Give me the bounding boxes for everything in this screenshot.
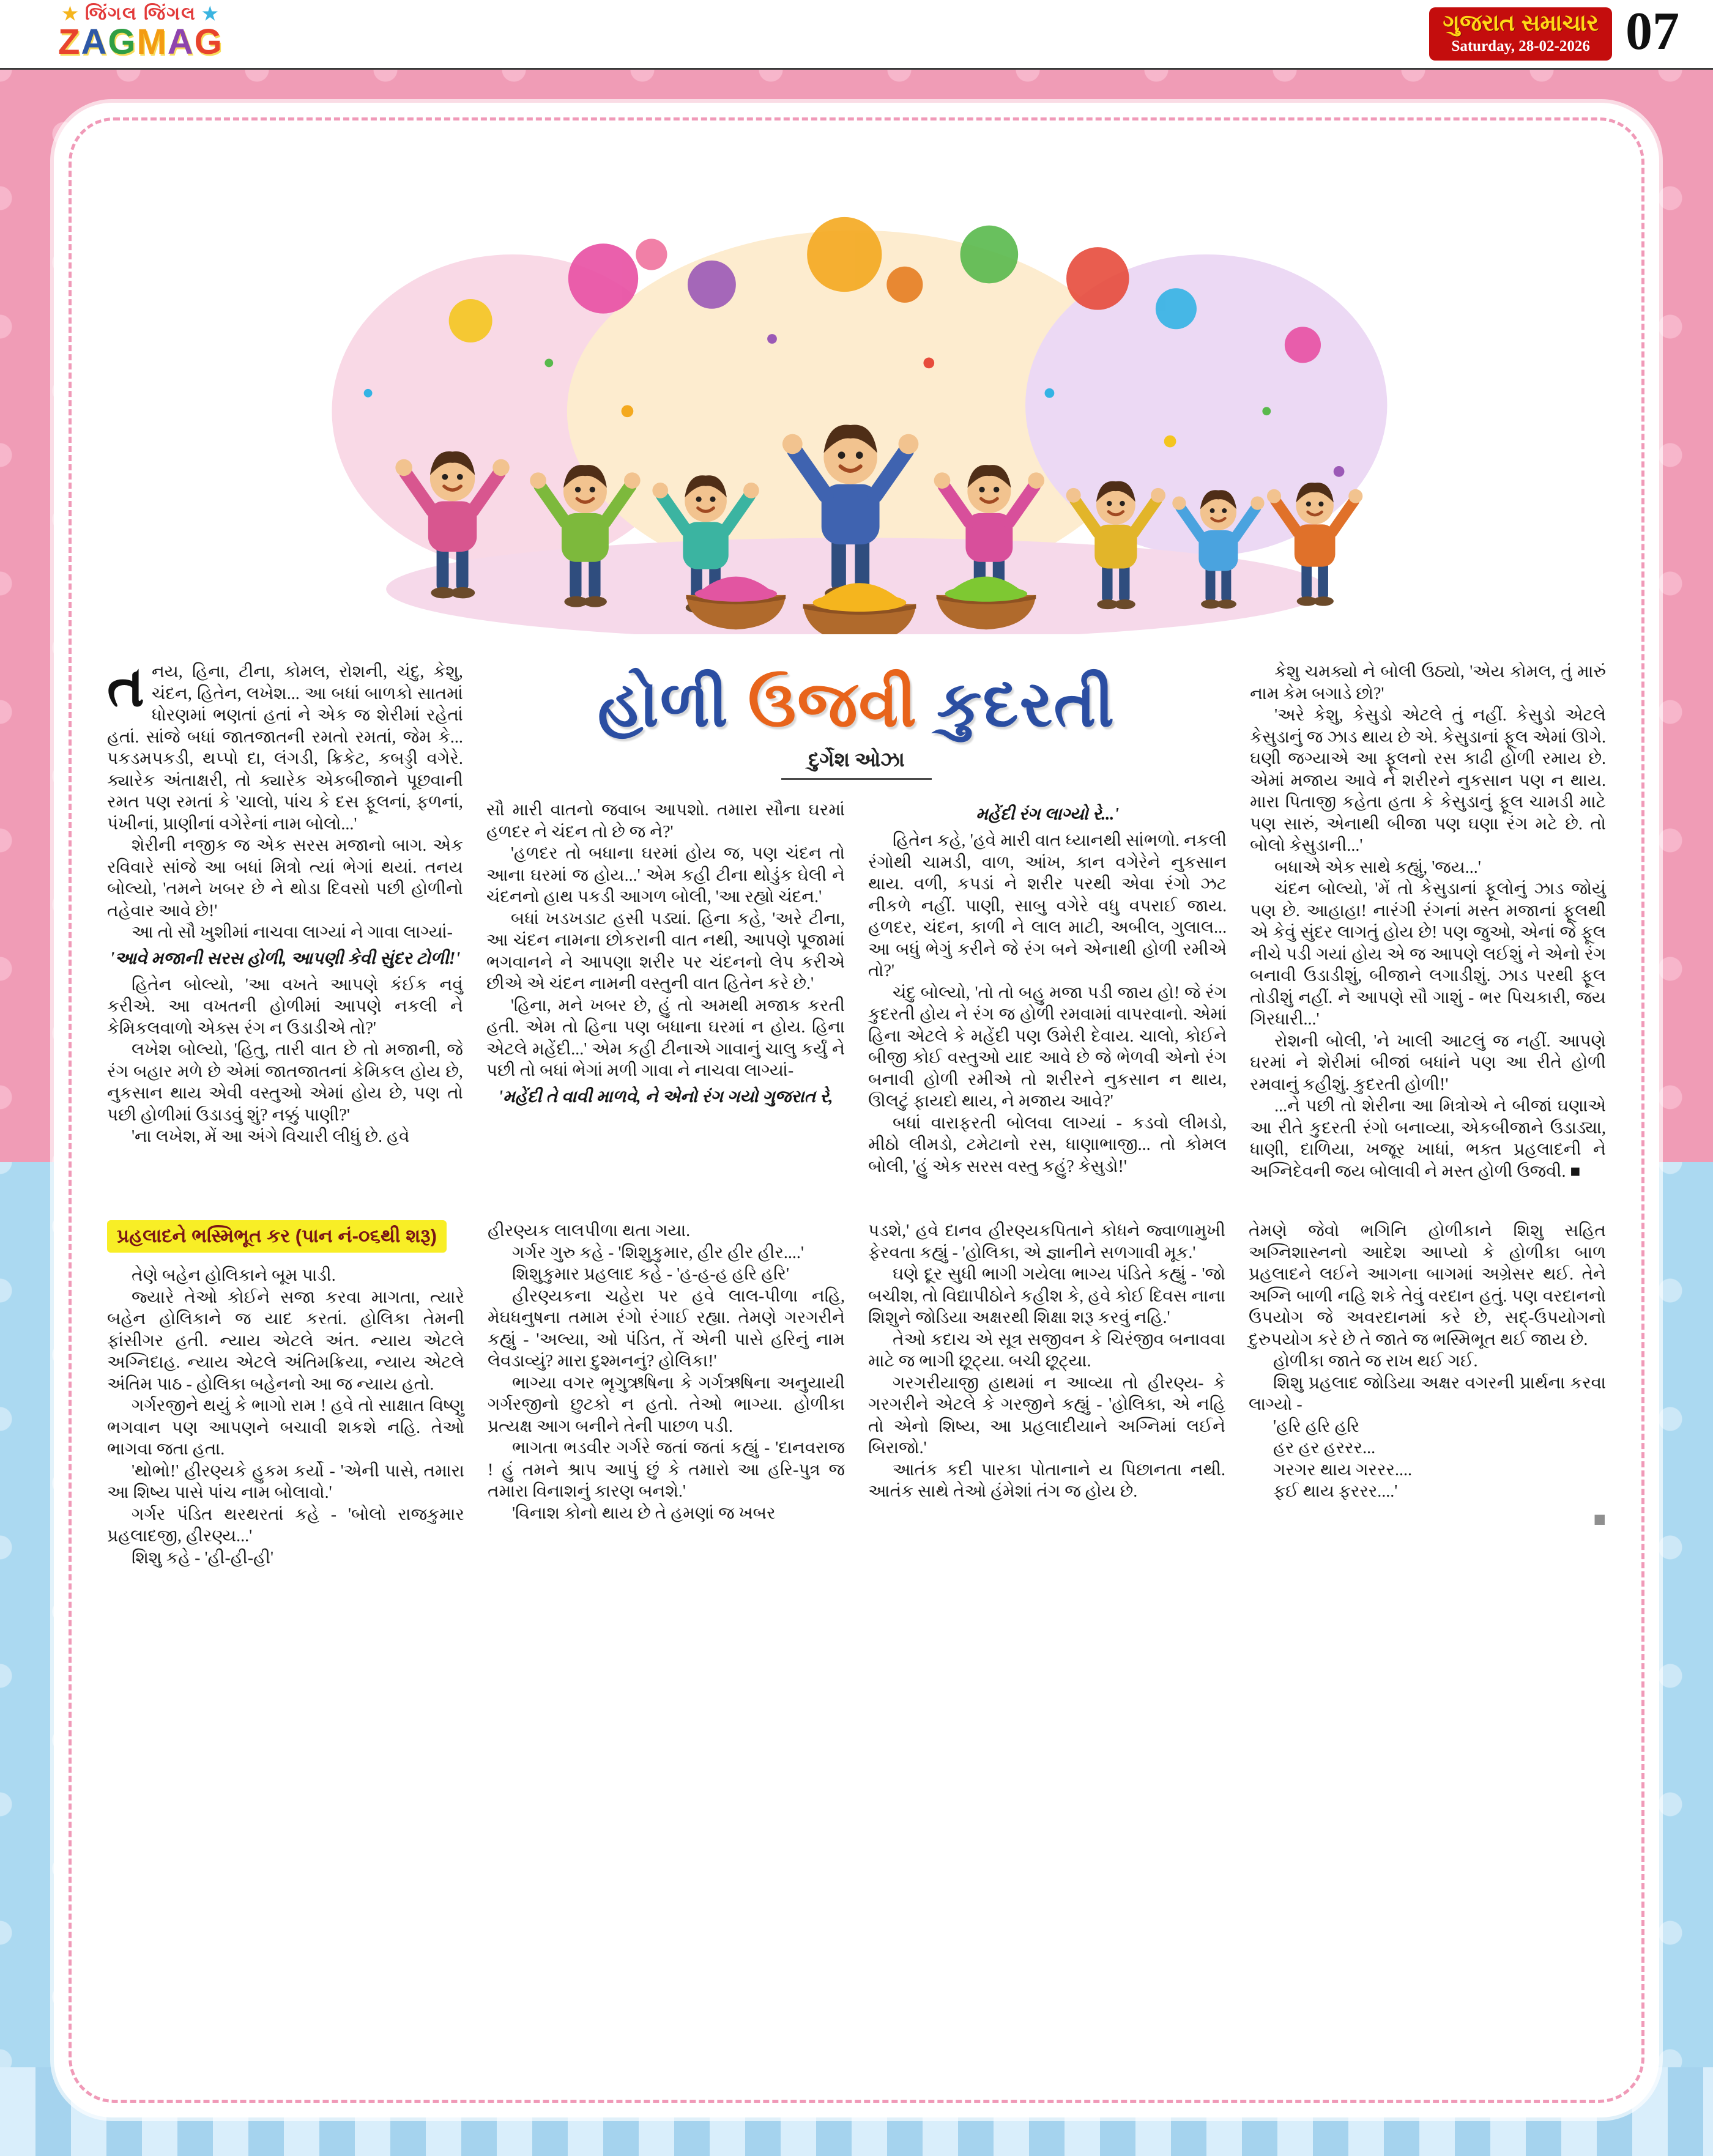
article-column-1: તનય, હિના, ટીના, કોમલ, રોશની, ચંદુ, કેશુ, ચંદન, હિતેન, લખેશ... આ બધાં બાળકો સાતમાં ધોરણમાં ભણતાં હતાં ને એક જ શેરીમાં રહેતાં હતાં. સાંજે બધાં જાતજાતની રમતો રમતાં, જેમ કે... પકડમપકડી, થપ્પો દા, લંગડી, ક્રિકેટ, કબડ્ડી વગેરે. ક્યારેક અંતાક્ષરી, તો ક્યારેક એકબીજાને પૂછવાની રમત પણ રમતાં કે 'ચાલો, પાંચ કે દસ ફૂલનાં, ફળનાં, પંખીનાં, પ્રાણીનાં વગેરેનાં નામ બોલો...' શેરીની નજીક જ એક સરસ મજાનો બાગ. એક રવિવારે સાંજે આ બધાં મિત્રો ત્યાં ભેગાં થયાં. તનય બોલ્યો, 'તમને ખબર છે ને થોડા દિવસો પછી હોળીનો તહેવાર આવે છે!' આ તો સૌ ખુશીમાં નાચવા લાગ્યાં ને ગાવા લાગ્યાં- 'આવે મજાની સરસ હોળી, આપણી કેવી સુંદર ટોળી!' હિતેન બોલ્યો, 'આ વખતે આપણે કંઈક નવું કરીએ. આ વખતની હોળીમાં આપણે નકલી ને કેમિકલવાળો એક્સ રંગ ન ઉડાડીએ તો?' લખેશ બોલ્યો, 'હિતુ, તારી વાત છે તો મજાની, જે રંગ બહાર મળે છે એમાં જાતજાતનાં કેમિકલ હોય છે, નુકસાન થાય એવી વસ્તુઓ એમાં હોય છે, પણ તો પછી હોળીમાં ઉડાડવું શું? નક્કું પાણી?' 'ના લખેશ, મેં આ અંગે વિચારી લીધું છે. હવે — [107, 656, 463, 1146]
byline-wrap — [486, 749, 1227, 780]
content-card — [54, 103, 1659, 2117]
page-number: 07 — [1626, 2, 1679, 61]
paper-name: ગુજરાત સમાચાર — [1443, 10, 1599, 36]
masthead-block — [1429, 4, 1679, 61]
paper-masthead — [1429, 7, 1612, 61]
article-center-columns — [486, 799, 1227, 1177]
story2-column-2: હીરણ્યક લાલપીળા થતા ગયા. ગર્ગર ગુરુ કહે - 'શિશુકુમાર, હીર હીર હીર....' શિશુકુમાર પ્રહલાદ કહે - 'હ-હ-હ હરિ હરિ' હીરણ્યકના ચહેરા પર હવે લાલ-પીળા નહિ, મેઘધનુષના તમામ રંગો રંગાઈ રહ્યા. તેમણે ગરગરીને કહ્યું - 'અલ્યા, ઓ પંડિત, તેં એની પાસે હરિનું નામ લેવડાવ્યું? મારા દુશ્મનનું? હોલિકા!' ભાગ્યા વગર ભૃગુઋષિના કે ગર્ગઋષિના અનુયાયી ગર્ગરજીનો છુટકો ન હતો. તેઓ ભાગ્યા. હોળીકા પ્રત્યક્ષ આગ બનીને તેની પાછળ પડી. ભાગતા ભડવીર ગર્ગરે જતાં જતાં કહ્યું - 'દાનવરાજ ! હું તમને શ્રાપ આપું છું કે તમારો આ હરિ-પુત્ર જ તમારા વિનાશનું કારણ બનશે.' 'વિનાશ કોનો થાય છે તે હમણાં જ ખબર — [488, 1221, 845, 1523]
article-byline: દુર્ગેશ ઓઝા — [781, 749, 932, 780]
main-article — [107, 656, 1606, 1182]
page-header — [0, 0, 1713, 70]
continued-story — [107, 1220, 1606, 1569]
content-card-inner — [69, 117, 1644, 2103]
story2-column-1-wrap — [107, 1220, 464, 1569]
logo-tagline: ★ જિંગલ જિંગલ ★ — [58, 4, 223, 24]
zagmag-logo — [58, 4, 223, 60]
story2-column-4: તેમણે જેવો ભગિનિ હોળીકાને શિશુ સહિત અગ્નિશાસ્નનો આદેશ આપ્યો કે હોળીકા બાળ પ્રહલાદને લઈને આગના બાગમાં અગ્રેસર થઈ. તેને અગ્નિ બાળી નહિ શકે તેવું વરદાન હતું. પણ વરદાનનો ઉપયોગ જે અવરદાનમાં કરે છે, સદ્-ઉપયોગનો દુરુપયોગ કરે છે તે જાતે જ ભસ્મિભૂત થઈ જાય છે. હોળીકા જાતે જ રાખ થઈ ગઈ. શિશુ પ્રહલાદ જોડિયા અક્ષર વગરની પ્રાર્થના કરવા લાગ્યો - 'હરિ હરિ હરિ હર હર હરરર... ગરગર થાય ગરરર.... ફઈ થાય ફરરર....' ■ — [1249, 1221, 1606, 1531]
story2-column-3: પડશે,' હવે દાનવ હીરણ્યકપિતાને કોધને જ્વાળામુખી ફેરવતા કહ્યું - 'હોલિકા, એ જ્ઞાનીને સળગાવી મૂક.' ઘણે દૂર સુધી ભાગી ગયેલા ભાગ્ય પંડિતે કહ્યું - 'જો બચીશ, તો વિદ્યાપીઠોને કહીશ કે, હવે કોઈ દિવસ નાના શિશુને જોડિયા અક્ષરથી શિક્ષા શરૂ કરવું નહિ.' તેઓ કદાચ એ સૂત્ર સજીવન કે ચિરંજીવ બનાવવા માટે જ ભાગી છૂટ્યા. બચી છૂટ્યા. ગરગરીયાજી હાથમાં ન આવ્યા તો હીરણ્ય- કે ગરગરીને એટલે કે ગરજીને કહ્યું - 'હોલિકા, એ નહિ તો એનો શિષ્ય, આ પ્રહલાદીયાને અગ્નિમાં લઈને બિરાજો.' આતંક કદી પારકા પોતાનાને ય પિછાનતા નથી. આતંક સાથે તેઓ હંમેશાં તંગ જ હોય છે. — [868, 1221, 1225, 1501]
article-column-2: સૌ મારી વાતનો જવાબ આપશો. તમારા સૌના ઘરમાં હળદર ને ચંદન તો છે જ ને?' 'હળદર તો બધાના ઘરમાં હોય જ, પણ ચંદન તો આના ઘરમાં જ હોય...' એમ કહી ટીના થોડુંક ઘેલી ને ચંદનનો હાથ પકડી આગળ બોલી, 'આ રહ્યો ચંદન.' બધાં ખડખડાટ હસી પડ્યાં. હિના કહે, 'અરે ટીના, આ ચંદન નામના છોકરાની વાત નથી, આપણે પૂજામાં ભગવાનને ને આપણા શરીર પર ચંદનનો લેપ કરીએ છીએ એ ચંદન નામની વસ્તુની વાત હિતેન કરે છે.' 'હિના, મને ખબર છે, હું તો અમથી મજાક કરતી હતી. એમ તો હિના પણ બધાના ઘરમાં ન હોય. હિના એટલે મહેંદી...' એમ કહી ટીનાએ ગાવાનું ચાલુ કર્યું ને પછી તો બધાં ભેગાં મળી ગાવા ને નાચવા લાગ્યાં- 'મહેંદી તે વાવી માળવે, ને એનો રંગ ગયો ગુજરાત રે, — [486, 801, 845, 1106]
story2-column-1: તેણે બહેન હોલિકાને બૂમ પાડી. જ્યારે તેઓ કોઈને સજા કરવા માગતા, ત્યારે બહેન હોલિકાને જ યાદ કરતાં. હોલિકા તેમની ફાંસીગર હતી. ન્યાય એટલે અંત. ન્યાય એટલે અગ્નિદાહ. ન્યાય એટલે અંતિમક્રિયા, ન્યાય એટલે અંતિમ પાઠ - હોલિકા બહેનનો આ જ ન્યાય હતો. ગર્ગરજીને થયું કે ભાગો રામ ! હવે તો સાક્ષાત વિષ્ણુ ભગવાન પણ આપણને બચાવી શકશે નહિ. તેઓ ભાગવા જતા હતા. 'થોભો!' હીરણ્યકે હુકમ કર્યો - 'એની પાસે, તમારા આ શિષ્ય પાસે પાંચ નામ બોલાવો.' ગર્ગર પંડિત થરથરતાં કહે - 'બોલો રાજકુમાર પ્રહલાદજી, હીરણ્ય...' શિશુ કહે - 'હી-હી-હી' — [107, 1266, 464, 1568]
article-title: હોળી ઉજવી કુદરતી — [597, 669, 1116, 740]
logo-wordmark: ZAGMAG — [58, 22, 223, 62]
issue-date: Saturday, 28-02-2026 — [1451, 37, 1590, 54]
continued-story-heading: પ્રહલાદને ભસ્મિભૂત કર (પાન નં-૦૬થી શરૂ) — [107, 1220, 447, 1253]
holi-children-illustration — [171, 212, 1542, 634]
article-center-block — [486, 661, 1227, 1182]
holi-illustration-svg — [171, 212, 1542, 634]
article-column-3: મહેંદી રંગ લાગ્યો રે...' હિતેન કહે, 'હવે મારી વાત ધ્યાનથી સાંભળો. નકલી રંગોથી ચામડી, વાળ, આંખ, કાન વગેરેને નુકસાન થાય. વળી, કપડાં ને શરીર પરથી એવા રંગો ઝટ નીકળે નહીં. પાણી, સાબુ વગેરે વધુ વપરાઈ જાય. હળદર, ચંદન, કાળી ને લાલ માટી, અબીલ, ગુલાલ... આ બધું ભેગું કરીને જે રંગ બને એનાથી હોળી રમીએ તો?' ચંદુ બોલ્યો, 'તો તો બહુ મજા પડી જાય હો! જે રંગ કુદરતી હોય ને રંગ જ હોળી રમવામાં વાપરવાનો. એમાં હિના એટલે કે મહેંદી પણ ઉમેરી દેવાય. ચાલો, કોઈને બીજી કોઈ વસ્તુઓ યાદ આવે છે જે ભેળવી એનો રંગ બનાવી હોળી રમીએ તો શરીરને નુકસાન ન થાય, ઊલટું ફાયદો થાય, ને મજાય આવે?' બધાં વારાફરતી બોલવા લાગ્યાં - કડવો લીમડો, મીઠો લીમડો, ટમેટાનો રસ, ધાણાભાજી... તો કોમલ બોલી, 'હું એક સરસ વસ્તુ કહું? કેસુડો!' — [868, 805, 1227, 1176]
article-column-4: કેશુ ચમક્યો ને બોલી ઉઠ્યો, 'એય કોમલ, તું મારું નામ કેમ બગાડે છો?' 'અરે કેશુ, કેસુડો એટલે તું નહીં. કેસુડો એટલે કેસુડાનું જ ઝાડ થાય છે એ. કેસુડાનાં ફૂલ એમાં ઊગે. ઘણી જગ્યાએ આ ફૂલનો રસ કાઢી હોળી રમાય છે. એમાં મજાય આવે ને શરીરને નુકસાન પણ ન થાય. મારા પિતાજી કહેતા હતા કે કેસુડાનું ફૂલ ચામડી માટે પણ સારું, એનાથી બીજા પણ ઘણા રંગ મટે છે. તો બોલો કેસુડાની...' બધાએ એક સાથે કહ્યું, 'જય...' ચંદન બોલ્યો, 'મેં તો કેસુડાનાં ફૂલોનું ઝાડ જોયું પણ છે. આહાહા! નારંગી રંગનાં મસ્ત મજાનાં ફૂલથી એ કેવું સુંદર લાગતું હોય છે! પણ જુઓ, એનાં જે ફૂલ નીચે પડી ગયાં હોય એ જ આપણે લઈશું ને એનો રંગ બનાવી ઉડાડીશું, બીજાને લગાડીશું. ઝાડ પરથી ફૂલ તોડીશું નહીં. ને આપણે સૌ ગાશું - ભર પિચકારી, જય ગિરધારી...' રોશની બોલી, 'ને ખાલી આટલું જ નહીં. આપણે ઘરમાં ને શેરીમાં બીજાં બધાંને પણ આ રીતે હોળી રમવાનું કહીશું. કુદરતી હોળી!' ...ને પછી તો શેરીના આ મિત્રોએ ને બીજાં ઘણાએ આ રીતે કુદરતી રંગો બનાવ્યા, એકબીજાને ઉડાડ્યા, ધાણી, દાળિયા, ખજૂર ખાધાં, ભક્ત પ્રહલાદની ને અગ્નિદેવની જય બોલાવી ને મસ્ત હોળી ઉજવી. ■ — [1250, 662, 1606, 1181]
